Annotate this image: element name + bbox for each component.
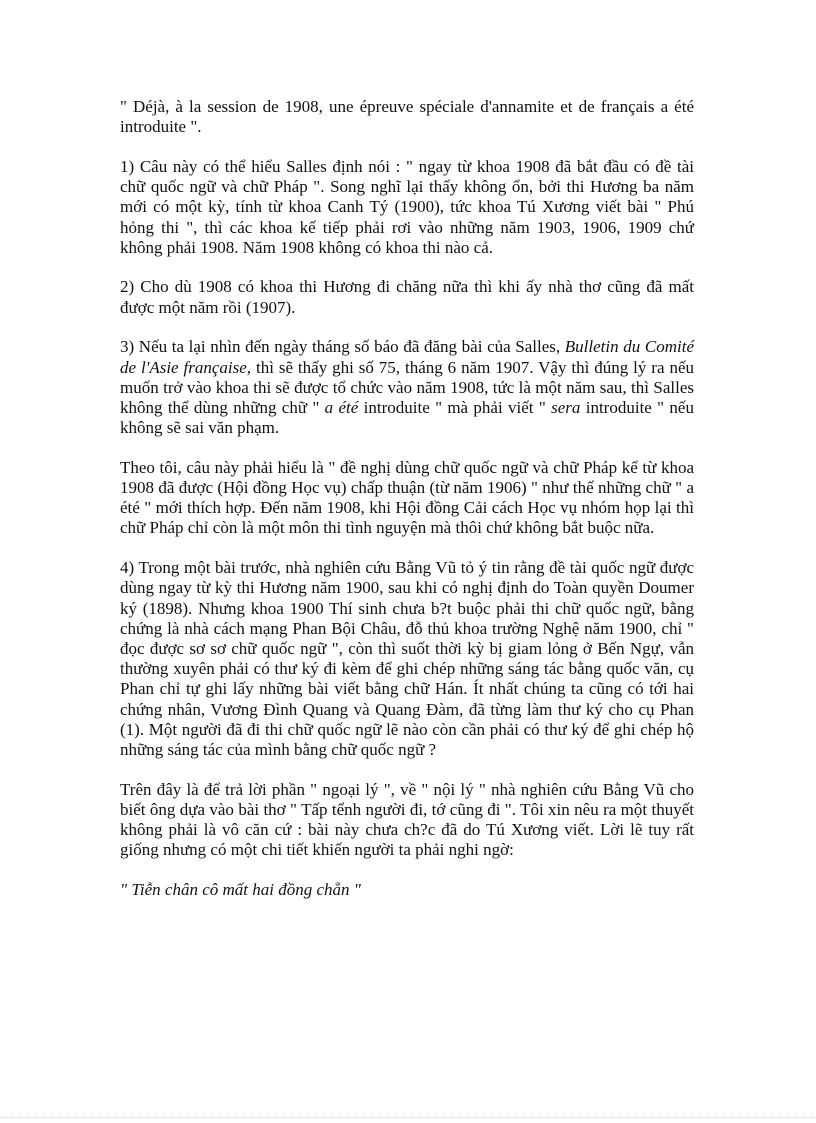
poem-quote: " Tiễn chân cô mất hai đồng chẵn " [120, 880, 361, 899]
page-bottom-divider [0, 1117, 816, 1118]
sera-italic: sera [551, 397, 581, 417]
paragraph-point-4: 4) Trong một bài trước, nhà nghiên cứu Bằng Vũ tỏ ý tin rằng đề tài quốc ngữ được dùng ngay từ kỳ thi Hương năm 1900, sau khi có nghị định do Toàn quyền Doumer ký (1898). Nhưng khoa 1900 Thí sinh chưa b?t buộc phải thi chữ quốc ngữ, bằng chứng là nhà cách mạng Phan Bội Châu, đỗ thủ khoa trường Nghệ năm 1900, chỉ " đọc được sơ sơ chữ quốc ngữ ", còn thì suốt thời kỳ bị giam lỏng ở Bến Ngự, vẫn thường xuyên phải có thư ký đi kèm để ghi chép những sáng tác bằng quốc văn, cụ Phan chỉ tự ghi lấy những bài viết bằng chữ Hán. Ít nhất chúng ta cũng có tới hai chứng nhân, Vương Đình Quang và Quang Đàm, đã từng làm thư ký cho cụ Phan (1). Một người đã đi thi chữ quốc ngữ lẽ nào còn cần phải có thư ký để ghi chép hộ những sáng tác của mình bằng chữ quốc ngữ ? [120, 558, 694, 759]
a-ete-italic: a été [324, 397, 359, 417]
p3-text-4: introduite " nếu không sẽ sai văn phạm. [120, 397, 694, 438]
p3-text-2: thì sẽ thấy ghi số 75, tháng 6 năm 1907. Vậy thì đúng lý ra nếu muốn trở vào khoa thi sẽ được tổ chức vào năm 1908, tức là một năm sau, thì Salles không thể dùng những chữ " [120, 357, 694, 417]
paragraph-point-1: 1) Câu này có thể hiểu Salles định nói : " ngay từ khoa 1908 đã bắt đầu có đề tài chữ quốc ngữ và chữ Pháp ". Song nghĩ lại thấy không ổn, bởi thi Hương ba năm mới có một kỳ, tính từ khoa Canh Tý (1900), tức khoa Tú Xương viết bài " Phú hỏng thi ", thì các khoa kế tiếp phải rơi vào những năm 1903, 1906, 1909 chứ không phải 1908. Năm 1908 không có khoa thi nào cả. [120, 156, 694, 257]
paragraph-point-2: 2) Cho dù 1908 có khoa thi Hương đi chăng nữa thì khi ấy nhà thơ cũng đã mất được một năm rồi (1907). [120, 277, 694, 317]
paragraph-opinion: Theo tôi, câu này phải hiểu là " đề nghị dùng chữ quốc ngữ và chữ Pháp kể từ khoa 1908 đã được (Hội đồng Học vụ) chấp thuận (từ năm 1906) " như thế những chữ " a été " mới thích hợp. Đến năm 1908, khi Hội đồng Cải cách Học vụ nhóm họp lại thì chữ Pháp chỉ còn là một môn thi tình nguyện mà thôi chứ không bắt buộc nữa. [120, 457, 694, 538]
paragraph-quote-french: " Déjà, à la session de 1908, une épreuve spéciale d'annamite et de français a été introduite ". [120, 97, 694, 137]
bulletin-title: Bulletin du Comité de l'Asie française, [120, 337, 694, 377]
paragraph-point-3 [120, 337, 694, 438]
p3-text-1: 3) Nếu ta lại nhìn đến ngày tháng số báo đã đăng bài của Salles, [120, 337, 565, 357]
paragraph-response: Trên đây là để trả lời phần " ngoại lý ", về " nội lý " nhà nghiên cứu Bằng Vũ cho biết ông dựa vào bài thơ " Tấp tểnh người đi, tớ cũng đi ". Tôi xin nêu ra một thuyết không phải là vô căn cứ : bài này chưa ch?c đã do Tú Xương viết. Lời lẽ tuy rất giống nhưng có một chi tiết khiến người ta phải nghi ngờ: [120, 779, 694, 860]
p3-text-3: introduite " mà phải viết " [358, 397, 552, 417]
